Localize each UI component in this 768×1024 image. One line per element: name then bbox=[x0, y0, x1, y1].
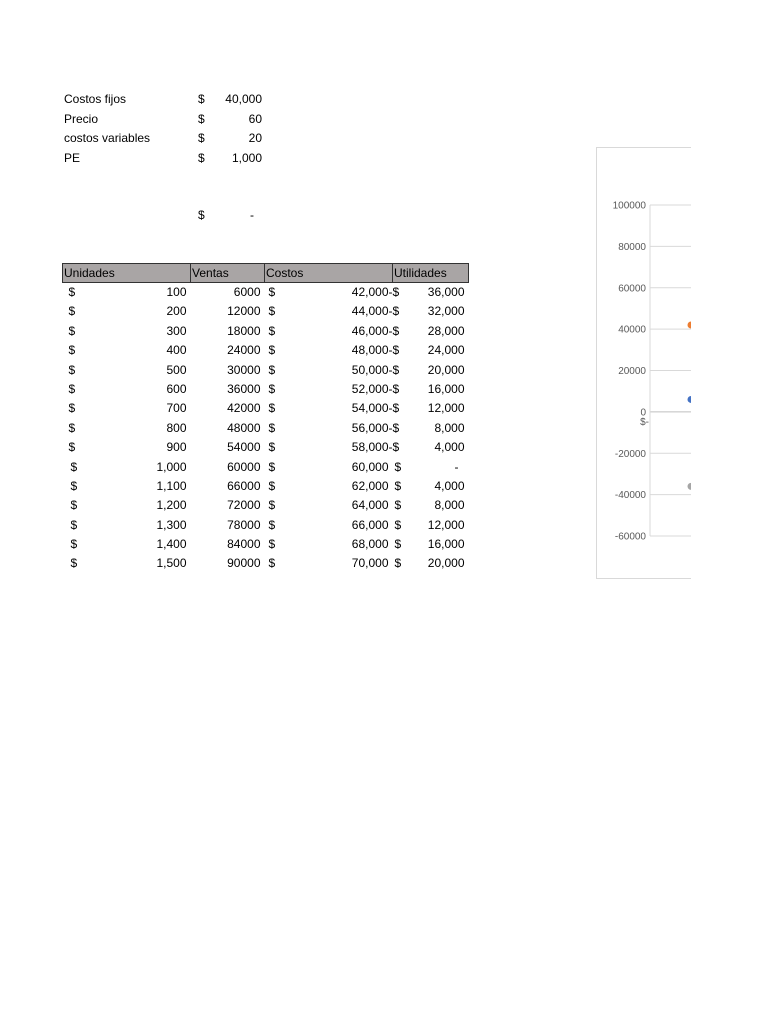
cell-value: 52,000 bbox=[351, 381, 389, 396]
param-row-precio[interactable] bbox=[64, 110, 264, 130]
utilidades-cell[interactable] bbox=[388, 302, 469, 321]
cell-value: 20,000 bbox=[427, 556, 465, 571]
cell-value: 1,200 bbox=[156, 498, 187, 513]
table-body bbox=[63, 283, 469, 574]
param-value[interactable]: 40,000 bbox=[225, 92, 262, 106]
cell-value: 50,000 bbox=[351, 362, 389, 377]
cell-value: 54000 bbox=[227, 440, 261, 455]
currency-symbol: -$ bbox=[388, 304, 400, 319]
cell-value: 66,000 bbox=[351, 517, 389, 532]
currency-symbol: -$ bbox=[388, 343, 400, 358]
currency-symbol: $ bbox=[68, 323, 76, 338]
utilidades-cell[interactable] bbox=[393, 496, 469, 515]
cell-value: 900 bbox=[166, 440, 187, 455]
costos-cell[interactable] bbox=[265, 458, 393, 477]
currency-symbol: $ bbox=[68, 343, 76, 358]
ventas-cell[interactable] bbox=[191, 554, 265, 573]
param-label: costos variables bbox=[64, 131, 151, 145]
costos-cell[interactable] bbox=[265, 554, 393, 573]
cell-value: 300 bbox=[166, 323, 187, 338]
currency-symbol: $ bbox=[268, 285, 276, 299]
costos-cell[interactable] bbox=[265, 283, 393, 303]
currency-symbol: $ bbox=[268, 478, 276, 493]
utilidades-cell[interactable] bbox=[393, 535, 469, 554]
cell-value: 64,000 bbox=[351, 498, 389, 513]
cell-value: 30000 bbox=[227, 362, 261, 377]
param-currency: $ bbox=[198, 131, 205, 145]
units-cell[interactable] bbox=[63, 361, 191, 380]
cell-value: 62,000 bbox=[351, 478, 389, 493]
table-row bbox=[63, 341, 469, 360]
currency-symbol: -$ bbox=[388, 285, 400, 299]
cell-value: 20,000 bbox=[427, 362, 465, 377]
currency-symbol: $ bbox=[268, 556, 276, 571]
y-tick-label: 100000 bbox=[612, 200, 646, 212]
cell-value: 24000 bbox=[227, 343, 261, 358]
currency-symbol: $ bbox=[394, 517, 402, 532]
currency-symbol: $ bbox=[268, 304, 276, 319]
ventas-cell[interactable] bbox=[191, 341, 265, 360]
ventas-cell[interactable] bbox=[191, 361, 265, 380]
units-cell[interactable] bbox=[63, 458, 191, 477]
cell-value: 68,000 bbox=[351, 537, 389, 552]
units-cell[interactable] bbox=[63, 399, 191, 418]
table-row bbox=[63, 438, 469, 457]
cell-value: 6000 bbox=[233, 285, 261, 299]
header-unidades[interactable]: Unidades bbox=[63, 264, 191, 283]
y-tick-label: 60000 bbox=[618, 283, 646, 295]
cell-value: 46,000 bbox=[351, 323, 389, 338]
breakeven-table bbox=[62, 263, 469, 574]
currency-symbol: $ bbox=[268, 381, 276, 396]
utilidades-cell[interactable] bbox=[393, 554, 469, 573]
currency-symbol: -$ bbox=[388, 420, 400, 435]
param-label: Precio bbox=[64, 111, 99, 126]
costos-cell[interactable] bbox=[265, 419, 393, 438]
cell-value: - bbox=[454, 459, 459, 474]
currency-symbol: $ bbox=[70, 517, 78, 532]
units-cell[interactable] bbox=[63, 554, 191, 573]
currency-symbol: $ bbox=[394, 498, 402, 513]
currency-symbol: $ bbox=[70, 478, 78, 493]
cell-value: 8,000 bbox=[434, 420, 465, 435]
cell-value: 4,000 bbox=[434, 440, 465, 455]
ventas-cell[interactable] bbox=[191, 458, 265, 477]
param-currency: $ bbox=[198, 92, 205, 106]
currency-symbol: -$ bbox=[388, 323, 400, 338]
param-value[interactable]: 60 bbox=[248, 111, 262, 126]
cell-value: 1,400 bbox=[156, 537, 187, 552]
table-header-row bbox=[63, 264, 469, 283]
cell-value: 54,000 bbox=[351, 401, 389, 416]
currency-symbol: $ bbox=[70, 537, 78, 552]
units-cell[interactable] bbox=[63, 516, 191, 535]
cell-value: 58,000 bbox=[351, 440, 389, 455]
costos-cell[interactable] bbox=[265, 380, 393, 399]
cell-value: 12000 bbox=[227, 304, 261, 319]
costos-cell[interactable] bbox=[265, 516, 393, 535]
utilidades-cell[interactable] bbox=[388, 380, 469, 399]
cell-value: 600 bbox=[166, 381, 187, 396]
currency-symbol: -$ bbox=[388, 381, 400, 396]
cell-value: 42,000 bbox=[351, 285, 389, 299]
utilidades-cell[interactable] bbox=[393, 516, 469, 535]
cell-value: 1,500 bbox=[156, 556, 187, 571]
cell-value: 500 bbox=[166, 362, 187, 377]
cell-value: 70,000 bbox=[351, 556, 389, 571]
table-row bbox=[63, 554, 469, 573]
cell-value: 4,000 bbox=[434, 478, 465, 493]
cell-value: 12,000 bbox=[427, 401, 465, 416]
utilidades-cell[interactable] bbox=[388, 438, 469, 457]
cell-value: 100 bbox=[166, 285, 187, 299]
y-tick-label: 40000 bbox=[618, 324, 646, 336]
currency-symbol: $ bbox=[68, 304, 76, 319]
utilidades-cell[interactable] bbox=[388, 399, 469, 418]
table-row bbox=[63, 516, 469, 535]
utilidades-cell[interactable] bbox=[388, 419, 469, 438]
costos-cell[interactable] bbox=[265, 438, 393, 457]
param-row-costos-fijos[interactable] bbox=[64, 90, 264, 110]
costos-cell[interactable] bbox=[265, 399, 393, 418]
header-utilidades[interactable]: Utilidades bbox=[393, 264, 469, 283]
utilidades-cell[interactable] bbox=[388, 341, 469, 360]
ventas-cell[interactable] bbox=[191, 419, 265, 438]
units-cell[interactable] bbox=[63, 438, 191, 457]
cell-value: 90000 bbox=[227, 556, 261, 571]
y-tick-label: 20000 bbox=[618, 366, 646, 377]
y-tick-label: 80000 bbox=[618, 241, 646, 253]
cell-value: 12,000 bbox=[427, 517, 465, 532]
cell-value: 1,300 bbox=[156, 517, 187, 532]
header-costos[interactable]: Costos bbox=[265, 264, 393, 283]
cell-value: 18000 bbox=[227, 323, 261, 338]
currency-symbol: $ bbox=[268, 323, 276, 338]
currency-symbol: $ bbox=[268, 537, 276, 552]
currency-symbol: $ bbox=[268, 343, 276, 358]
cell-value: 44,000 bbox=[351, 304, 389, 319]
cell-value: 24,000 bbox=[427, 343, 465, 358]
currency-symbol: $ bbox=[68, 362, 76, 377]
cell-value: 1,100 bbox=[156, 478, 187, 493]
ventas-cell[interactable] bbox=[191, 477, 265, 496]
currency-symbol: $ bbox=[268, 420, 276, 435]
currency-symbol: $ bbox=[268, 459, 276, 474]
param-currency: $ bbox=[198, 111, 205, 126]
currency-symbol: -$ bbox=[388, 440, 400, 455]
currency-symbol: $ bbox=[68, 381, 76, 396]
currency-symbol: -$ bbox=[388, 362, 400, 377]
cell-value: 36000 bbox=[227, 381, 261, 396]
units-cell[interactable] bbox=[63, 477, 191, 496]
currency-symbol: $ bbox=[70, 556, 78, 571]
cell-value: 60000 bbox=[227, 459, 261, 474]
cell-value: 42000 bbox=[227, 401, 261, 416]
currency-symbol: $ bbox=[68, 401, 76, 416]
ventas-cell[interactable] bbox=[191, 380, 265, 399]
currency-symbol: $ bbox=[268, 362, 276, 377]
units-cell[interactable] bbox=[63, 302, 191, 321]
table-row bbox=[63, 496, 469, 515]
ventas-cell[interactable] bbox=[191, 516, 265, 535]
cell-value: 28,000 bbox=[427, 323, 465, 338]
extra-cell-value: - bbox=[250, 208, 254, 222]
units-cell[interactable] bbox=[63, 322, 191, 341]
table-row bbox=[63, 399, 469, 418]
utilidades-cell[interactable] bbox=[388, 361, 469, 380]
currency-symbol: $ bbox=[268, 498, 276, 513]
units-cell[interactable] bbox=[63, 419, 191, 438]
units-cell[interactable] bbox=[63, 341, 191, 360]
ventas-cell[interactable] bbox=[191, 302, 265, 321]
y-tick-label: -60000 bbox=[614, 531, 646, 543]
table-row bbox=[63, 380, 469, 399]
table-row bbox=[63, 322, 469, 341]
cell-value: 48000 bbox=[227, 420, 261, 435]
currency-symbol: $ bbox=[394, 459, 402, 474]
y-tick-label: -40000 bbox=[614, 490, 646, 502]
units-cell[interactable] bbox=[63, 283, 191, 303]
cell-value: 78000 bbox=[227, 517, 261, 532]
currency-symbol: $ bbox=[268, 401, 276, 416]
table-row bbox=[63, 302, 469, 321]
cell-value: 32,000 bbox=[427, 304, 465, 319]
currency-symbol: $ bbox=[68, 440, 76, 455]
costos-cell[interactable] bbox=[265, 302, 393, 321]
param-label: Costos fijos bbox=[64, 92, 127, 106]
table-row bbox=[63, 419, 469, 438]
cell-value: 800 bbox=[166, 420, 187, 435]
currency-symbol: $ bbox=[70, 498, 78, 513]
cell-value: 72000 bbox=[227, 498, 261, 513]
table-row bbox=[63, 458, 469, 477]
utilidades-cell[interactable] bbox=[393, 458, 469, 477]
ventas-cell[interactable] bbox=[191, 399, 265, 418]
costos-cell[interactable] bbox=[265, 341, 393, 360]
table-row bbox=[63, 477, 469, 496]
cell-value: 16,000 bbox=[427, 537, 465, 552]
extra-cell-currency: $ bbox=[198, 208, 205, 222]
parameters-block bbox=[64, 90, 264, 168]
table-row bbox=[63, 361, 469, 380]
page-margin bbox=[691, 140, 768, 590]
cell-value: 48,000 bbox=[351, 343, 389, 358]
currency-symbol: $ bbox=[70, 459, 78, 474]
cell-value: 36,000 bbox=[427, 285, 465, 299]
currency-symbol: $ bbox=[68, 420, 76, 435]
currency-symbol: $ bbox=[268, 517, 276, 532]
utilidades-cell[interactable] bbox=[388, 322, 469, 341]
cell-value: 200 bbox=[166, 304, 187, 319]
table-row bbox=[63, 283, 469, 303]
y-tick-label: 0 bbox=[640, 407, 646, 419]
cell-value: 60,000 bbox=[351, 459, 389, 474]
cell-value: 84000 bbox=[227, 537, 261, 552]
param-value[interactable]: 1,000 bbox=[231, 150, 262, 165]
header-ventas[interactable]: Ventas bbox=[191, 264, 265, 283]
extra-cell[interactable] bbox=[64, 205, 264, 225]
param-label: PE bbox=[64, 150, 81, 165]
ventas-cell[interactable] bbox=[191, 283, 265, 303]
cell-value: 66000 bbox=[227, 478, 261, 493]
param-value[interactable]: 20 bbox=[248, 131, 262, 145]
units-cell[interactable] bbox=[63, 380, 191, 399]
costos-cell[interactable] bbox=[265, 535, 393, 554]
currency-symbol: $ bbox=[268, 440, 276, 455]
costos-cell[interactable] bbox=[265, 496, 393, 515]
utilidades-cell[interactable] bbox=[388, 283, 469, 303]
costos-cell[interactable] bbox=[265, 322, 393, 341]
ventas-cell[interactable] bbox=[191, 438, 265, 457]
y-tick-label: -20000 bbox=[614, 448, 646, 460]
ventas-cell[interactable] bbox=[191, 322, 265, 341]
utilidades-cell[interactable] bbox=[393, 477, 469, 496]
cell-value: 400 bbox=[166, 343, 187, 358]
cell-value: 1,000 bbox=[156, 459, 187, 474]
costos-cell[interactable] bbox=[265, 361, 393, 380]
cell-value: 16,000 bbox=[427, 381, 465, 396]
costos-cell[interactable] bbox=[265, 477, 393, 496]
cell-value: 8,000 bbox=[434, 498, 465, 513]
units-cell[interactable] bbox=[63, 535, 191, 554]
currency-symbol: $ bbox=[68, 285, 76, 299]
table-row bbox=[63, 535, 469, 554]
currency-symbol: -$ bbox=[388, 401, 400, 416]
x-tick-label: $- bbox=[640, 416, 649, 428]
ventas-cell[interactable] bbox=[191, 496, 265, 515]
param-row-pe[interactable] bbox=[64, 149, 264, 169]
cell-value: 56,000 bbox=[351, 420, 389, 435]
cell-value: 700 bbox=[166, 401, 187, 416]
param-row-costos-variables[interactable] bbox=[64, 129, 264, 149]
ventas-cell[interactable] bbox=[191, 535, 265, 554]
param-currency: $ bbox=[198, 150, 205, 165]
currency-symbol: $ bbox=[394, 537, 402, 552]
currency-symbol: $ bbox=[394, 556, 402, 571]
currency-symbol: $ bbox=[394, 478, 402, 493]
units-cell[interactable] bbox=[63, 496, 191, 515]
